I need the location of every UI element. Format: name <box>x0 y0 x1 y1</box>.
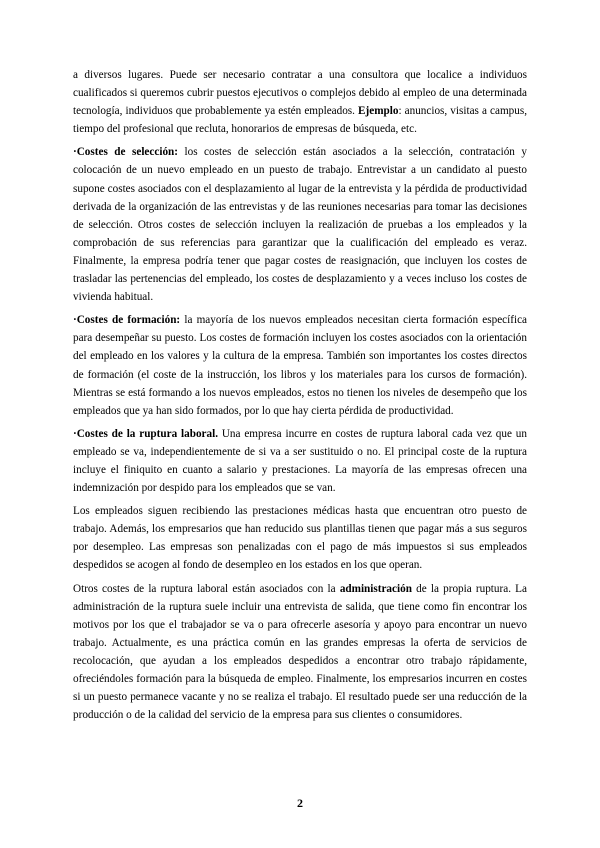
paragraph-text: los costes de selección están asociados a la selección, contratación y colocación de un nuevo empleado en un puesto de trabajo. Entrevistar a un candidato al puesto supone costes asociados con el desplazamiento al lugar de la entrevista y la pérdida de productividad derivada de la organización de las entrevistas y de las reuniones necesarias para tomar las decisiones de selección. Otros costes de selección incluyen la realización de pruebas a los empleados y la comprobación de sus referencias para garantizar que la cualificación del empleado es veraz. Finalmente, la empresa podría tener que pagar costes de reasignación, que incluyen los costes de trasladar las pertenencias del empleado, los costes de desplazamiento y a veces incluso los costes de vivienda habitual. <box>73 146 527 304</box>
paragraph-selection-costs <box>73 143 527 306</box>
paragraph-separation-costs <box>73 425 527 497</box>
paragraph-text: Los empleados siguen recibiendo las prestaciones médicas hasta que encuentran otro puesto de trabajo. Además, los empresarios que han reducido sus plantillas tienen que pagar más a sus seguros por desempleo. Las empresas son penalizadas con el pago de más impuestos si sus empleados despedidos se acogen al fondo de desempleo en los estados en los que operan. <box>73 505 527 572</box>
paragraph-text: Otros costes de la ruptura laboral están asociados con la <box>73 582 340 595</box>
page-number: 2 <box>297 796 303 810</box>
document-body <box>73 66 527 729</box>
paragraph-recruitment-continuation <box>73 66 527 138</box>
paragraph-separation-administration <box>73 580 527 725</box>
paragraph-benefits-continuation <box>73 502 527 574</box>
paragraph-text: : anuncios, visitas a campus, tiempo del profesional que recluta, honorarios de empresas de búsqueda, etc. <box>73 105 527 136</box>
bold-term-administracion: administración <box>339 582 412 595</box>
paragraph-text: de la propia ruptura. La administración de la ruptura suele incluir una entrevista de salida, que tiene como fin encontrar los motivos por los que el trabajador se va o para ofrecerle asesoría y apoyo para encontrar un nuevo trabajo. Actualmente, es una práctica común en las grandes empresas la oferta de servicios de recolocación, que ayudan a los empleados despedidos a encontrar otro trabajo rápidamente, ofreciéndoles formación para la búsqueda de empleo. Finalmente, los empresarios incurren en costes si un puesto permanece vacante y no se realiza el trabajo. El resultado puede ser una reducción de la producción o de la calidad del servicio de la empresa para sus clientes o consumidores. <box>73 582 527 722</box>
bold-heading-separation-costs: ·Costes de la ruptura laboral. <box>73 427 218 440</box>
paragraph-training-costs <box>73 311 527 420</box>
paragraph-text: Una empresa incurre en costes de ruptura laboral cada vez que un empleado se va, independientemente de si va a ser sustituido o no. El principal coste de la ruptura incluye el finiquito en cuanto a salario y prestaciones. La mayoría de las empresas ofrecen una indemnización por despido para los empleados que se van. <box>73 427 527 495</box>
paragraph-text: a diversos lugares. Puede ser necesario contratar a una consultora que localice a individuos cualificados si queremos cubrir puestos ejecutivos o complejos debido al empleo de una determinada tecnología, individuos que probablemente ya estén empleados. <box>73 69 527 118</box>
bold-heading-selection-costs: ·Costes de selección: <box>73 146 178 159</box>
bold-heading-training-costs: ·Costes de formación: <box>73 314 181 327</box>
paragraph-text: la mayoría de los nuevos empleados necesitan cierta formación específica para desempeñar su puesto. Los costes de formación incluyen los costes asociados con la orientación del empleado en los valores y la cultura de la empresa. También son importantes los costes directos de formación (el coste de la instrucción, los libros y los materiales para los cursos de formación). Mientras se está formando a los nuevos empleados, estos no tienen los niveles de desempeño que los empleados que ya han sido formados, por lo que hay cierta pérdida de productividad. <box>73 314 527 417</box>
bold-term-ejemplo: Ejemplo <box>358 105 399 118</box>
